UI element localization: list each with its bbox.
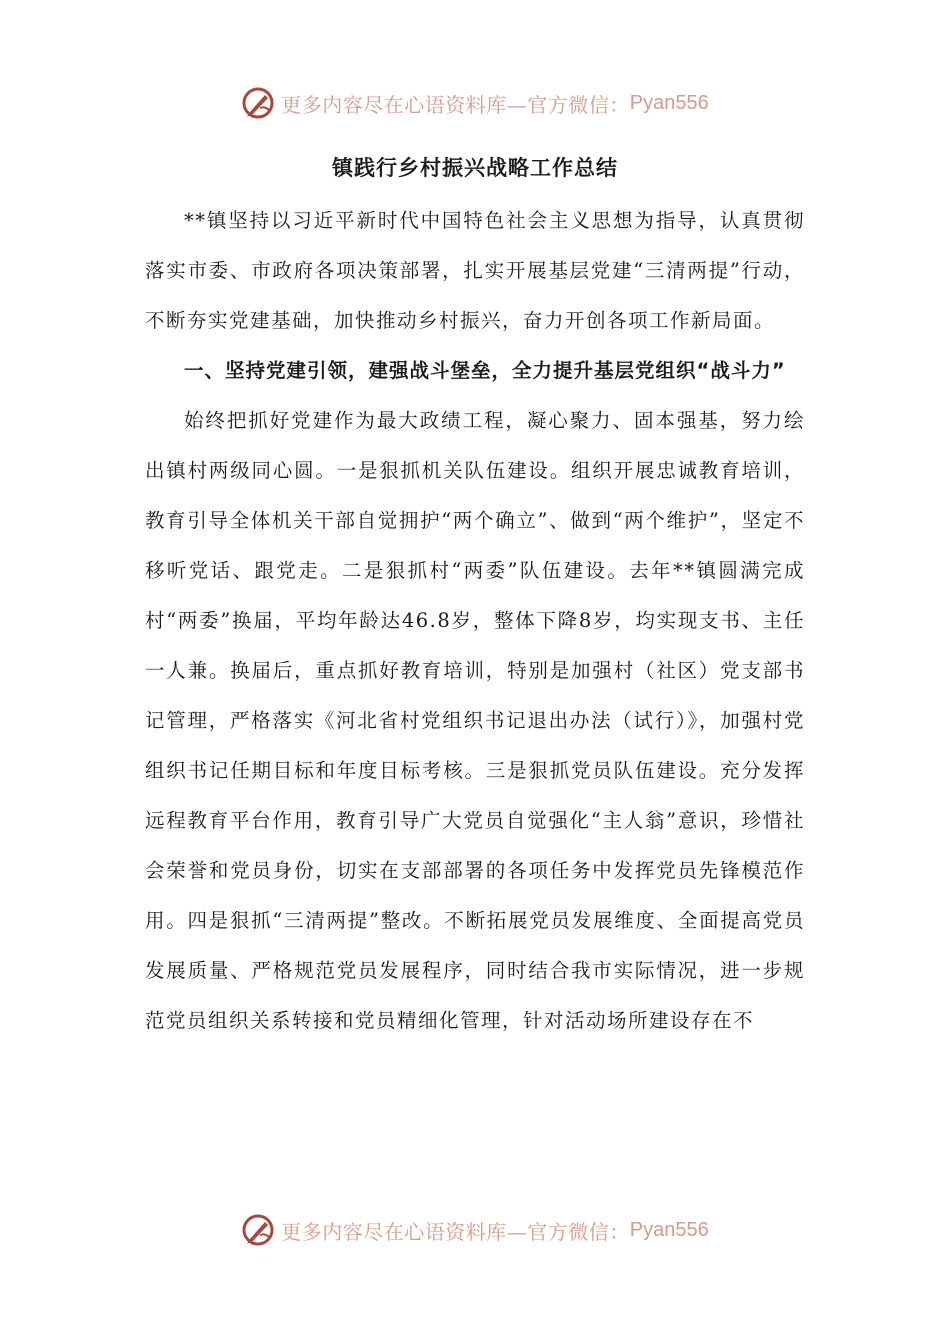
section-paragraph: 始终把抓好党建作为最大政绩工程，凝心聚力、固本强基，努力绘出镇村两级同心圆。一是狠抓机关队伍建设。组织开展忠诚教育培训，教育引导全体机关干部自觉拥护“两个确立”、做到“两个维护”，坚定不移听党话、跟党走。二是狠抓村“两委”队伍建设。去年**镇圆满完成村“两委”换届，平均年龄达46.8岁，整体下降8岁，均实现支书、主任一人兼。换届后，重点抓好教育培训，特别是加强村（社区）党支部书记管理，严格落实《河北省村党组织书记退出办法（试行）》，加强村党组织书记任期目标和年度目标考核。三是狠抓党员队伍建设。充分发挥远程教育平台作用，教育引导广大党员自觉强化“主人翁”意识，珍惜社会荣誉和党员身份，切实在支部部署的各项任务中发挥党员先锋模范作用。四是狠抓“三清两提”整改。不断拓展党员发展维度、全面提高党员发展质量、严格规范党员发展程序，同时结合我市实际情况，进一步规范党员组织关系转接和党员精细化管理，针对活动场所建设存在不 (145, 409, 805, 1032)
watermark-text: 更多内容尽在心语资料库—官方微信： (281, 1219, 630, 1244)
watermark-banner-top (0, 81, 950, 125)
watermark-banner-bottom (0, 1208, 950, 1252)
intro-paragraph: **镇坚持以习近平新时代中国特色社会主义思想为指导，认真贯彻落实市委、市政府各项决策部署，扎实开展基层党建“三清两提”行动，不断夯实党建基础，加快推动乡村振兴，奋力开创各项工作新局面。 (145, 209, 805, 332)
document-body (145, 196, 805, 1046)
section-heading: 一、坚持党建引领，建强战斗堡垒，全力提升基层党组织“战斗力” (184, 359, 786, 382)
pen-logo-icon (241, 1213, 275, 1247)
wechat-id: Pyan556 (629, 91, 709, 114)
watermark-text: 更多内容尽在心语资料库—官方微信： (281, 92, 630, 117)
wechat-id: Pyan556 (629, 1218, 709, 1241)
pen-logo-icon (241, 86, 275, 120)
document-title: 镇践行乡村振兴战略工作总结 (332, 156, 618, 180)
